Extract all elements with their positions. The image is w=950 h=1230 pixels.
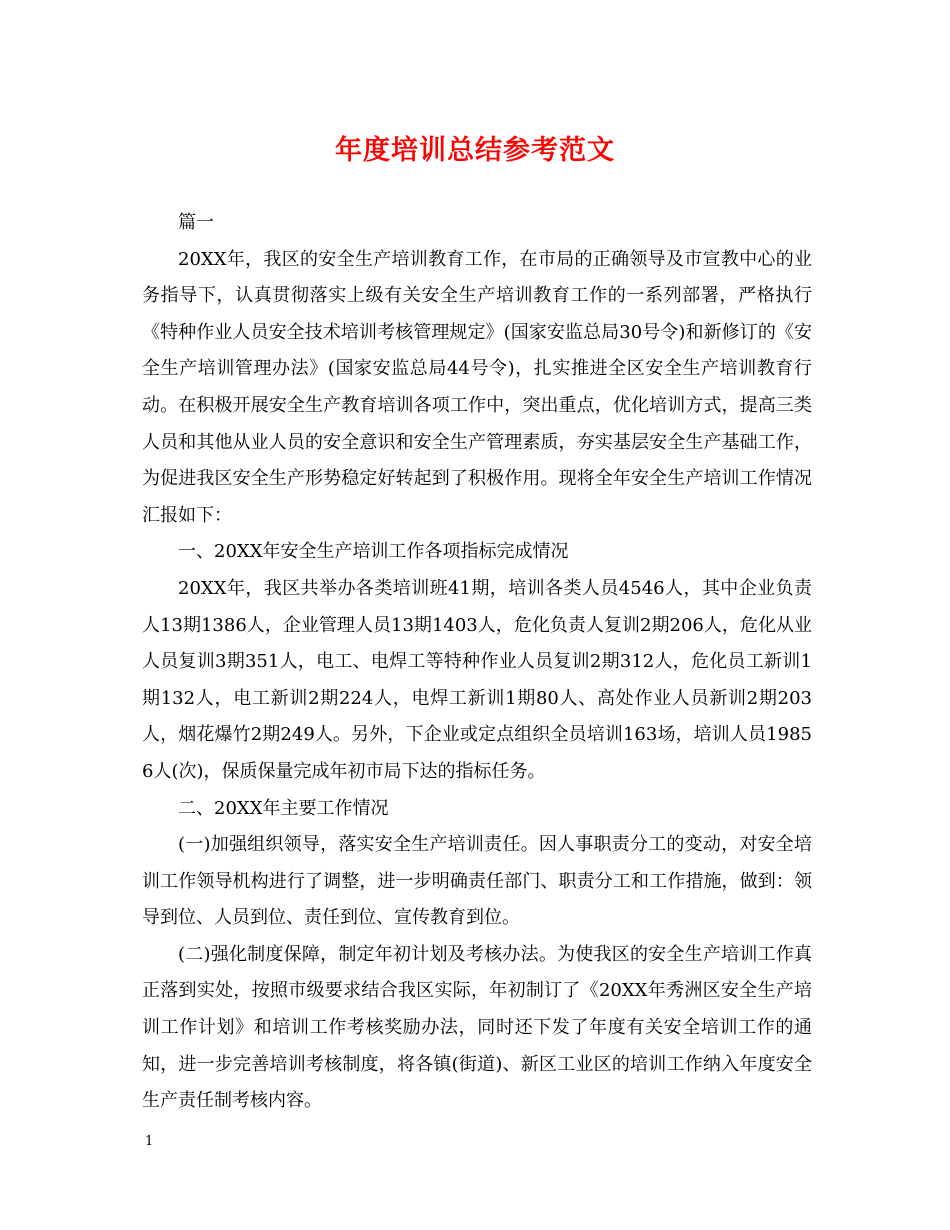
- system-guarantee-paragraph: (二)强化制度保障，制定年初计划及考核办法。为使我区的安全生产培训工作真正落到实处，按照市级要求结合我区实际，年初制订了《20XX年秀洲区安全生产培训工作计划》和培训工作考核奖励办法，同时还下发了年度有关安全培训工作的通知，进一步完善培训考核制度，将各镇(街道)、新区工业区的培训工作纳入年度安全生产责任制考核内容。: [142, 943, 812, 1112]
- statistics-paragraph: 20XX年，我区共举办各类培训班41期，培训各类人员4546人，其中企业负责人13期1386人，企业管理人员13期1403人，危化负责人复训2期206人，危化从业人员复训3期351人，电工、电焊工等特种作业人员复训2期312人，危化员工新训1期132人，电工新训2期224人，电焊工新训1期80人、高处作业人员新训2期203人，烟花爆竹2期249人。另外，下企业或定点组织全员培训163场，培训人员19856人(次)，保质保量完成年初市局下达的指标任务。: [142, 577, 812, 782]
- document-body: [142, 205, 812, 1120]
- intro-paragraph: 20XX年，我区的安全生产培训教育工作，在市局的正确领导及市宣教中心的业务指导下，认真贯彻落实上级有关安全生产培训教育工作的一系列部署，严格执行《特种作业人员安全技术培训考核管理规定》(国家安监总局30号令)和新修订的《安全生产培训管理办法》(国家安监总局44号令)，扎实推进全区安全生产培训教育行动。在积极开展安全生产教育培训各项工作中，突出重点，优化培训方式，提高三类人员和其他从业人员的安全意识和安全生产管理素质，夯实基层安全生产基础工作，为促进我区安全生产形势稳定好转起到了积极作用。现将全年安全生产培训工作情况汇报如下：: [142, 248, 812, 526]
- section-heading-1: 一、20XX年安全生产培训工作各项指标完成情况: [178, 541, 569, 563]
- organization-paragraph: (一)加强组织领导，落实安全生产培训责任。因人事职责分工的变动，对安全培训工作领导机构进行了调整，进一步明确责任部门、职责分工和工作措施，做到：领导到位、人员到位、责任到位、宣传教育到位。: [142, 834, 812, 929]
- document-title: 年度培训总结参考范文: [335, 135, 615, 166]
- section-heading-2: 二、20XX年主要工作情况: [178, 797, 389, 819]
- section-label: 篇一: [178, 212, 214, 233]
- page-number: 1: [145, 1134, 154, 1149]
